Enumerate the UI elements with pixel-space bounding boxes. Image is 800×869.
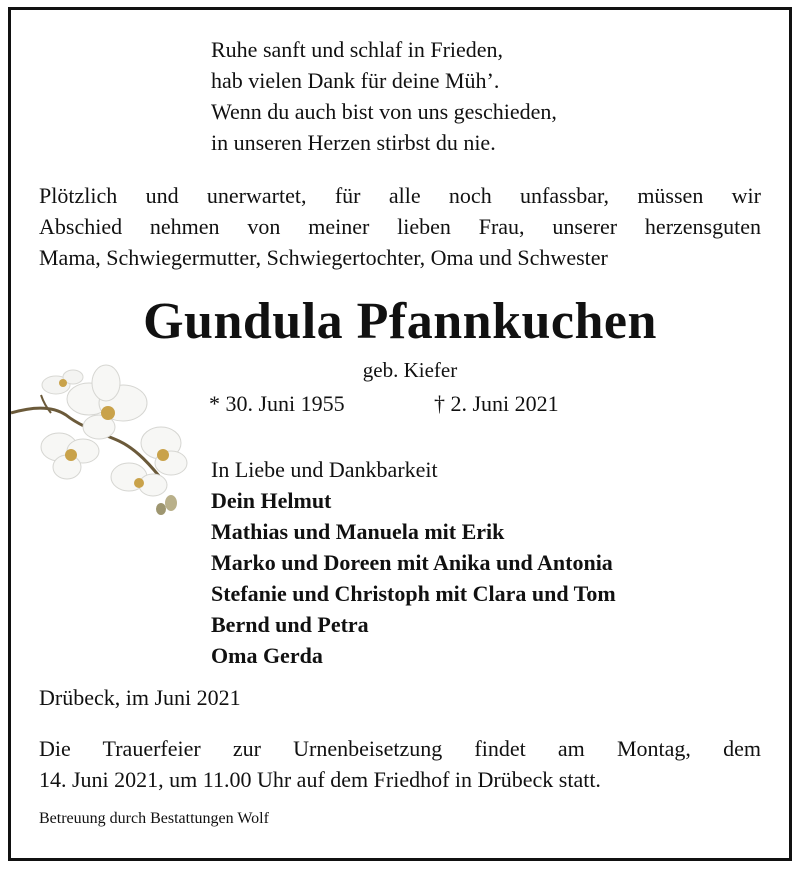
- mourners: [211, 454, 616, 671]
- mourner-line: Dein Helmut: [211, 488, 332, 513]
- birth-date: * 30. Juni 1955: [209, 391, 345, 416]
- mourner-line: Marko und Doreen mit Anika und Antonia: [211, 550, 613, 575]
- deceased-name: Gundula Pfannkuchen: [143, 293, 657, 350]
- orchid-icon: [11, 355, 196, 520]
- mourners-lead: In Liebe und Dankbarkeit: [211, 457, 438, 482]
- service-info: [39, 733, 761, 795]
- poem: [211, 34, 557, 158]
- mourner-line: Bernd und Petra: [211, 612, 369, 637]
- intro-line: Mama, Schwiegermutter, Schwiegertochter, Oma und Schwester: [39, 245, 608, 270]
- mourner-line: Mathias und Manuela mit Erik: [211, 519, 505, 544]
- place-date: Drübeck, im Juni 2021: [39, 685, 241, 710]
- intro-line: Plötzlich und unerwartet, für alle noch unfassbar, müssen wir: [39, 183, 761, 208]
- intro-line: Abschied nehmen von meiner lieben Frau, unserer herzensguten: [39, 214, 761, 239]
- mourner-line: Stefanie und Christoph mit Clara und Tom: [211, 581, 616, 606]
- poem-line: hab vielen Dank für deine Müh’.: [211, 68, 500, 93]
- death-date: † 2. Juni 2021: [434, 391, 559, 416]
- intro-text: [39, 180, 761, 273]
- funeral-home: Betreuung durch Bestattungen Wolf: [39, 810, 269, 827]
- poem-line: Wenn du auch bist von uns geschieden,: [211, 99, 557, 124]
- service-line: Die Trauerfeier zur Urnenbeisetzung findet am Montag, dem: [39, 736, 761, 761]
- poem-line: Ruhe sanft und schlaf in Frieden,: [211, 37, 504, 62]
- mourner-line: Oma Gerda: [211, 643, 323, 668]
- service-line: 14. Juni 2021, um 11.00 Uhr auf dem Friedhof in Drübeck statt.: [39, 767, 601, 792]
- obituary-notice: [8, 7, 792, 861]
- birth-name: geb. Kiefer: [362, 358, 458, 382]
- poem-line: in unseren Herzen stirbst du nie.: [211, 130, 496, 155]
